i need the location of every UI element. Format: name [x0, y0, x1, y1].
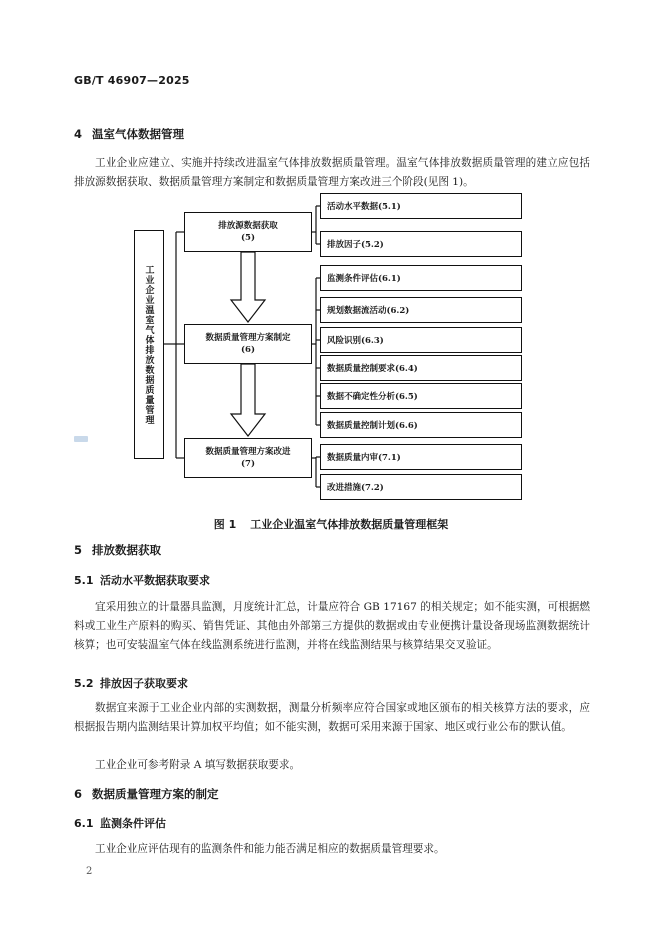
- subsection-number: 5.2: [74, 677, 94, 690]
- subsection-title: 排放因子获取要求: [100, 677, 188, 690]
- watermark-mark: [74, 436, 88, 442]
- subsection-number: 5.1: [74, 574, 94, 587]
- item-activity-data: 活动水平数据(5.1): [320, 193, 522, 219]
- enterprise-box: [134, 230, 164, 459]
- stage-title: 数据质量管理方案改进: [205, 447, 291, 457]
- section-title: 温室气体数据管理: [92, 127, 184, 141]
- framework-diagram: [134, 192, 524, 504]
- stage-data-acquisition: [184, 212, 312, 252]
- item-quality-control-requirements: 数据质量控制要求(6.4): [320, 355, 522, 381]
- item-uncertainty-analysis: 数据不确定性分析(6.5): [320, 383, 522, 409]
- stage-plan-improvement: [184, 438, 312, 478]
- item-data-flow-planning: 规划数据流活动(6.2): [320, 297, 522, 323]
- section-6-1-heading: [74, 815, 166, 831]
- section-5-2-heading: [74, 675, 188, 691]
- item-internal-audit: 数据质量内审(7.1): [320, 444, 522, 470]
- stage-title: 数据质量管理方案制定: [205, 333, 291, 343]
- item-improvement-measures: 改进措施(7.2): [320, 474, 522, 500]
- section-6-heading: [74, 786, 219, 802]
- section-title: 排放数据获取: [92, 543, 161, 557]
- section-6-1-paragraph: 工业企业应评估现有的监测条件和能力能否满足相应的数据质量管理要求。: [95, 843, 445, 855]
- section-number: 6: [74, 787, 83, 801]
- stage-title: 排放源数据获取: [218, 221, 278, 231]
- subsection-title: 活动水平数据获取要求: [100, 574, 210, 587]
- section-5-2-paragraph-2: 工业企业可参考附录 A 填写数据获取要求。: [95, 759, 301, 771]
- section-4-heading: [74, 126, 184, 142]
- section-5-1-heading: [74, 572, 210, 588]
- item-emission-factor: 排放因子(5.2): [320, 231, 522, 257]
- subsection-number: 6.1: [74, 817, 94, 830]
- subsection-title: 监测条件评估: [100, 817, 166, 830]
- enterprise-box-label: 工业企业温室气体排放数据质量管理: [143, 264, 154, 425]
- section-number: 4: [74, 127, 83, 141]
- section-title: 数据质量管理方案的制定: [92, 787, 219, 801]
- section-5-1-paragraph: 宜采用独立的计量器具监测，月度统计汇总，计量应符合 GB 17167 的相关规定；如不能实测，可根据燃料或工业生产原料的购买、销售凭证、其他由外部第三方提供的数据或由专业便携计量设备现场监测数据统计核算；也可安装温室气体在线监测系统进行监测，并将在线监测结果与核算结果交叉验证。: [74, 601, 590, 651]
- item-quality-control-plan: 数据质量控制计划(6.6): [320, 412, 522, 438]
- standard-code: GB/T 46907—2025: [74, 74, 190, 87]
- item-risk-identification: 风险识别(6.3): [320, 327, 522, 353]
- figure-caption: [0, 516, 662, 532]
- section-number: 5: [74, 543, 83, 557]
- page-number: 2: [86, 866, 93, 877]
- figure-title: 工业企业温室气体排放数据质量管理框架: [250, 518, 449, 531]
- item-monitoring-assessment: 监测条件评估(6.1): [320, 265, 522, 291]
- section-5-2-paragraph-1: 数据宜来源于工业企业内部的实测数据，测量分析频率应符合国家或地区颁布的相关核算方法的要求，应根据报告期内监测结果计算加权平均值；如不能实测，数据可采用来源于国家、地区或行业公布的默认值。: [74, 702, 590, 733]
- stage-plan-formulation: [184, 324, 312, 364]
- figure-number: 图 1: [213, 518, 237, 531]
- stage-ref: (6): [241, 345, 255, 355]
- stage-ref: (5): [241, 233, 255, 243]
- section-4-paragraph: 工业企业应建立、实施并持续改进温室气体排放数据质量管理。温室气体排放数据质量管理的建立应包括排放源数据获取、数据质量管理方案制定和数据质量管理方案改进三个阶段(见图 1)。: [74, 157, 590, 188]
- stage-ref: (7): [241, 459, 255, 469]
- section-5-heading: [74, 542, 161, 558]
